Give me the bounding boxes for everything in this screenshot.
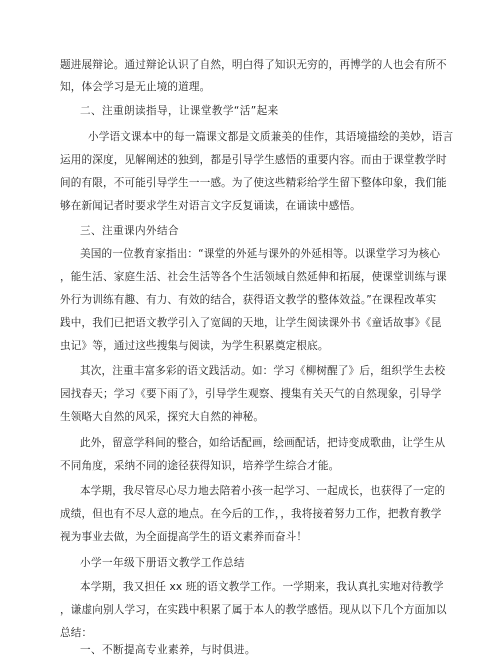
text-line: 小学语文课本中的每一篇课文都是文质兼美的佳作，其语境描绘的美妙，语言	[88, 131, 454, 143]
text-line: 外行为训练有趣、有力、有效的结合，获得语文教学的整体效益。”在课程改革实	[60, 294, 437, 306]
text-line: 视为事业去做，为全面提高学生的语文素养而奋斗！	[60, 531, 308, 543]
text-line: 此外，留意学科间的整合，如给话配画，绘画配话，把诗变成歌曲，让学生从	[80, 437, 446, 449]
text-line: 知，体会学习是无止境的道理。	[60, 81, 211, 93]
text-line: 生领略大自然的风采，探究大自然的神秘。	[60, 411, 265, 423]
text-line: 园找春天；学习《要下雨了》，引导学生观察、搜集有关天气的自然现象，引导学	[60, 388, 442, 400]
text-line: 成绩，但也有不尽人意的地点。在今后的工作，，我将接着努力工作，把教育教学	[60, 508, 442, 520]
document-title-summary: 小学一年级下册语文教学工作总结	[80, 557, 245, 569]
text-line: 其次，注重丰富多彩的语文践活动。如：学习《柳树醒了》后，组织学生去校	[80, 365, 446, 377]
text-line: ，谦虚向别人学习，在实践中积累了属于本人的教学感悟。现从以下几个方面加以	[60, 604, 447, 616]
text-line: 践中，我们已把语文教学引入了宽阔的天地，让学生阅读课外书《童话故事》《昆	[60, 317, 442, 329]
text-line: 虫记》等，通过这些搜集与阅读，为学生积累奠定根底。	[60, 340, 329, 352]
section-heading-reading: 二、注重朗读指导，让课堂教学“活”起来	[80, 105, 279, 117]
text-line: ，能生活、家庭生活、社会生活等各个生活领域自然延伸和拓展，使课堂训练与课	[60, 271, 447, 283]
text-line: 运用的深度，见解阐述的独到，都是引导学生感悟的重要内容。而由于课堂教学时	[60, 154, 447, 166]
text-line: 够在新闻记者时要求学生对语言文字反复诵读，在诵读中感悟。	[60, 200, 361, 212]
text-line: 本学期，我又担任 xx 班的语文教学工作。一学期来，我认真扎实地对待教学	[80, 581, 444, 593]
section-heading-integration: 三、注重课内外结合	[80, 225, 179, 237]
text-line: 不同角度，采纳不同的途径获得知识，培养学生综合才能。	[60, 460, 340, 472]
text-line: 间的有限，不可能引导学生一一感。为了使这些精彩给学生留下整体印象，我们能	[60, 177, 447, 189]
text-line: 美国的一位教育家指出：“课堂的外延与课外的外延相等。以课堂学习为核心	[80, 248, 441, 260]
text-line: 题进展辩论。通过辩论认识了自然，明白得了知识无穷的，再博学的人也会有所不	[60, 59, 447, 71]
section-heading-professional: 一、不断提高专业素养，与时俱进。	[80, 644, 256, 656]
text-line: 本学期，我尽管尽心尽力地去陪着小孩一起学习、一起成长，也获得了一定的	[80, 485, 446, 497]
text-line: 总结：	[60, 627, 93, 639]
